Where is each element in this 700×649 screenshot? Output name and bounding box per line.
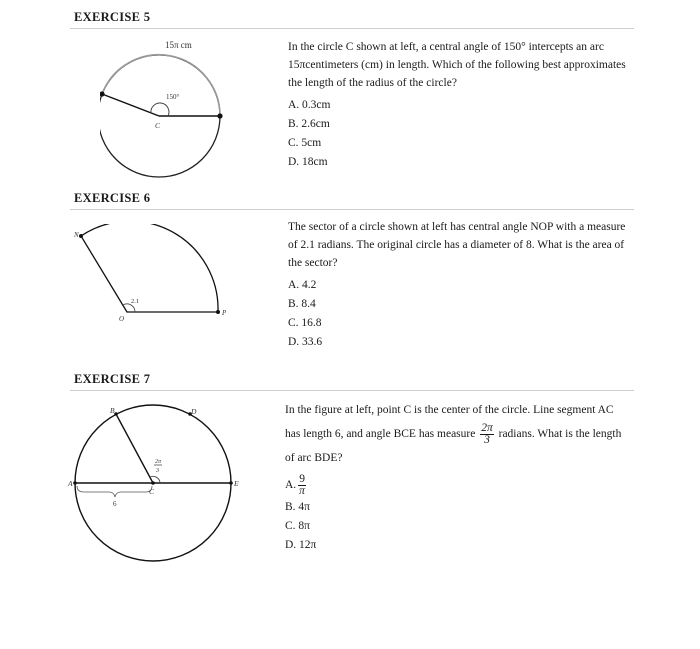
divider [70,390,634,391]
segment-cb [116,414,153,483]
point-a [73,481,77,485]
point-e [229,481,233,485]
option-b[interactable]: B. 4π [285,501,310,513]
point-n [79,234,83,238]
option-c[interactable]: C. 8π [285,520,310,532]
exercise-6-title: EXERCISE 6 [74,191,151,205]
label-p: P [222,309,227,317]
exercise-5-question-block [288,38,628,172]
option-b[interactable]: B. 2.6cm [288,118,330,130]
length-brace [77,486,152,497]
question-part-2: radians. What is the length of arc BDE? [285,428,622,464]
point-c [151,481,155,485]
divider [70,209,634,210]
question-text: The sector of a circle shown at left has central angle NOP with a measure of 2.1 radians. The original circle has a diameter of 8. What is the area of the sector? [288,221,626,269]
question-text [285,398,630,470]
exercise-7-question-block [285,398,630,555]
exercise-5-figure [100,36,250,186]
option-a[interactable]: A. 4.2 [288,279,317,291]
exercise-7-title: EXERCISE 7 [74,372,151,386]
point-p [216,310,220,314]
fraction-numerator: 9 [299,472,305,485]
option-d[interactable]: D. 12π [285,539,317,551]
intercepted-arc [102,55,220,116]
divider [70,28,634,29]
option-c[interactable]: C. 16.8 [288,317,322,329]
angle-denominator: 3 [156,468,159,474]
option-a-prefix: A. [285,479,297,491]
fraction-denominator: π [299,484,305,497]
fraction-numerator: 2π [481,421,493,434]
exercise-6-question-block [288,218,628,352]
label-a: A [68,479,73,488]
option-a-fraction [298,474,306,497]
label-d: D [191,407,197,416]
label-o: O [119,315,125,323]
label-c: C [149,487,155,496]
options-list [288,96,628,172]
angle-label: 150° [166,93,180,101]
question-text: In the circle C shown at left, a central angle of 150° intercepts an arc 15πcentimeters (cm) in length. Which of the following best approximates the length of the radius of the circle? [288,41,626,89]
option-c[interactable]: C. 5cm [288,137,322,149]
exercise-6-figure [74,224,244,334]
exercise-7-figure [64,400,254,600]
radius-line [102,94,159,116]
question-part-1: In the figure at left, point C is the center of the circle. Line segment AC has length 6, and angle BCE has measure [285,404,614,440]
label-n: N [74,231,79,239]
options-list [288,276,628,352]
angle-label: 2.1 [131,298,140,305]
endpoint-dot [217,113,222,118]
endpoint-dot [100,91,105,96]
option-a[interactable] [285,472,630,498]
option-d[interactable]: D. 33.6 [288,336,323,348]
center-label: C [155,121,161,130]
label-b: B [110,406,115,415]
exercise-5-title: EXERCISE 5 [74,10,151,24]
point-b [114,412,118,416]
fraction-denominator: 3 [484,433,490,446]
question-fraction [480,423,494,446]
angle-numerator: 2π [155,459,162,465]
arc-label: 15π cm [165,40,192,50]
label-e: E [234,479,239,488]
option-b[interactable]: B. 8.4 [288,298,316,310]
option-d[interactable]: D. 18cm [288,156,328,168]
sector [81,224,218,312]
length-label: 6 [113,500,117,508]
options-list [285,472,630,555]
option-a[interactable]: A. 0.3cm [288,99,331,111]
